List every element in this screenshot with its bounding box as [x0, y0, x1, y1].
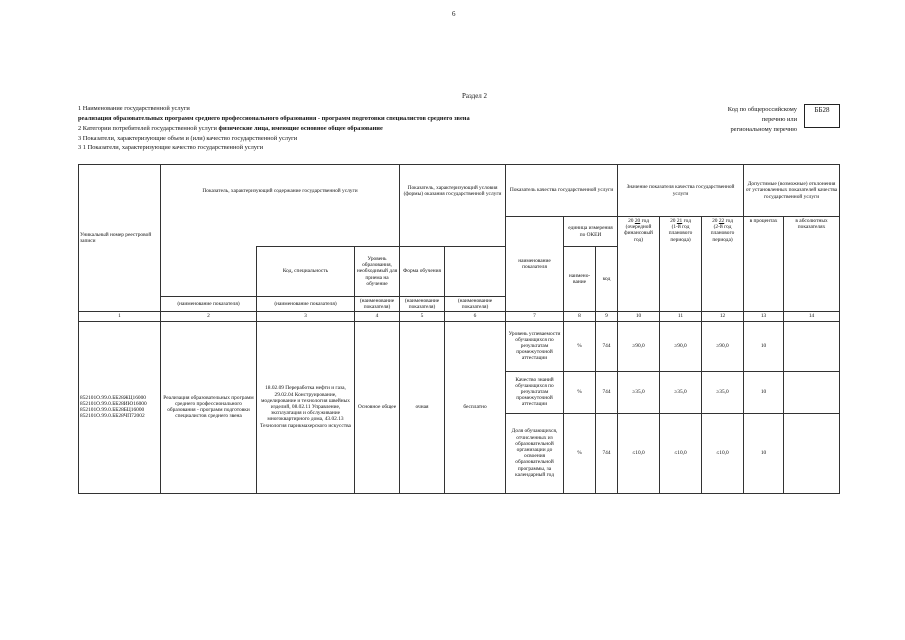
registry-code-value: ББ28	[814, 106, 830, 114]
indicator-deviation-abs	[784, 371, 840, 413]
header-unit: единица измерения по ОКЕИ	[564, 217, 618, 247]
indicator-code: 744	[596, 413, 618, 493]
education-level: Основное общее	[355, 321, 400, 493]
col-num: 6	[445, 312, 506, 321]
quality-indicators-label: 3 1 Показатели, характеризующие качество государственной услуги	[78, 144, 264, 151]
year2-value: 21	[676, 218, 683, 224]
indicator-unit: %	[564, 371, 596, 413]
column-numbers-row	[79, 312, 840, 321]
header-unique-number: Уникальный номер реестровой записи	[79, 165, 161, 312]
program-name: Реализация образовательных программ среднего профессионального образования - программ подготовки специалистов среднего звена	[161, 321, 257, 493]
indicator-deviation: 10	[744, 413, 784, 493]
indicator-value-y3: ≤10,0	[702, 413, 744, 493]
section-title: Раздел 2	[462, 92, 488, 100]
header-quality-name: наименование показателя	[506, 217, 564, 312]
col-num: 13	[744, 312, 784, 321]
year1-value: 20	[634, 218, 641, 224]
year2-suffix: год	[683, 218, 691, 224]
col-num: 1	[79, 312, 161, 321]
quality-indicators-table	[78, 164, 840, 494]
year2-desc: (1-й год планового периода)	[668, 224, 693, 243]
col-num: 14	[784, 312, 840, 321]
header-conditions-blank	[400, 217, 506, 247]
consumer-category-value: физические лица, имеющие основное общее образование	[218, 125, 383, 132]
indicator-name: Доля обучающихся, отчисленных из образовательной организации до освоения образовательной программы, за календарный год	[506, 413, 564, 493]
header-year-1	[618, 217, 660, 312]
page-number: 6	[452, 10, 456, 18]
name-indicator-2: (наименование показателя)	[257, 297, 355, 312]
header-quality-values: Значение показателя качества государственной услуги	[618, 165, 744, 217]
indicator-deviation: 10	[744, 321, 784, 371]
indicator-code: 744	[596, 321, 618, 371]
year1-prefix: 20	[628, 218, 634, 224]
header-deviation: Допустимые (возможные) отклонения от установленных показателей качества государственной услуги	[744, 165, 840, 217]
col-num: 11	[660, 312, 702, 321]
year1-suffix: год	[641, 218, 649, 224]
header-unit-name: наимено-вание	[564, 247, 596, 312]
col-num: 3	[257, 312, 355, 321]
col-num: 2	[161, 312, 257, 321]
name-indicator-1: (наименование показателя)	[161, 297, 257, 312]
col-num: 12	[702, 312, 744, 321]
indicator-deviation-abs	[784, 413, 840, 493]
col-num: 9	[596, 312, 618, 321]
header-content-1-blank	[161, 247, 257, 297]
indicator-unit: %	[564, 413, 596, 493]
consumer-category	[78, 126, 383, 132]
header-content-blank	[161, 217, 400, 247]
indicator-value-y1: ≥35,0	[618, 371, 660, 413]
header-year-3	[702, 217, 744, 312]
name-indicator-4: (наименование показателя)	[400, 297, 445, 312]
paid-status: бесплатно	[445, 321, 506, 493]
col-num: 5	[400, 312, 445, 321]
year3-suffix: год	[725, 218, 733, 224]
service-name-value	[78, 116, 470, 122]
name-indicator-3: (наименование показателя)	[355, 297, 400, 312]
header-quality-indicator: Показатель качества государственной услуги	[506, 165, 618, 217]
header-dev-absolute: в абсолютных показателях	[784, 217, 840, 312]
header-cond-2-blank	[445, 247, 506, 297]
indicator-value-y1: ≥90,0	[618, 321, 660, 371]
header-unit-code: код	[596, 247, 618, 312]
indicator-value-y2: ≥35,0	[660, 371, 702, 413]
indicator-value-y1: ≤10,0	[618, 413, 660, 493]
indicator-value-y2: ≤10,0	[660, 413, 702, 493]
service-name-label: 1 Наименование государственной услуги	[78, 105, 190, 112]
study-form: очная	[400, 321, 445, 493]
registry-numbers: 852101О.99.0.ББ28ЖЦ16000 852101О.99.0.ББ28ИЮ16000 852101О.99.0.ББ28БЦ16000 852101О.99.0.ББ28ЧП72002	[79, 321, 161, 493]
year2-prefix: 20	[670, 218, 676, 224]
header-form: Форма обучения	[400, 247, 445, 297]
indicator-value-y2: ≥90,0	[660, 321, 702, 371]
year3-value: 22	[718, 218, 725, 224]
code-label-line3: региональному перечню	[730, 126, 797, 133]
year3-prefix: 20	[712, 218, 718, 224]
indicator-name: Качество знаний обучающихся по результатам промежуточной аттестации	[506, 371, 564, 413]
col-num: 8	[564, 312, 596, 321]
registry-code-box	[804, 104, 840, 128]
indicator-value-y3: ≥35,0	[702, 371, 744, 413]
service-name-text: реализация образовательных программ среднего профессионального образования - программ подготовки специалистов среднего звена	[78, 115, 470, 122]
indicator-unit: %	[564, 321, 596, 371]
indicator-value-y3: ≥90,0	[702, 321, 744, 371]
header-year-2	[660, 217, 702, 312]
code-label-line1: Код по общероссийскому	[727, 106, 797, 113]
consumer-category-label: 2 Категории потребителей государственной услуги	[78, 125, 219, 132]
indicator-deviation-abs	[784, 321, 840, 371]
year3-desc: (2-й год планового периода)	[710, 224, 735, 243]
name-indicator-5: (наименование показателя)	[445, 297, 506, 312]
code-label-line2: перечню или	[761, 116, 797, 123]
header-conditions-indicator: Показатель, характеризующий условия (формы) оказания государственной услуги	[400, 165, 506, 217]
year1-desc: (очередной финансовый год)	[624, 224, 653, 243]
indicator-code: 744	[596, 371, 618, 413]
col-num: 7	[506, 312, 564, 321]
header-specialty: Код, специальность	[257, 247, 355, 297]
header-edu-level: Уровень образования, необходимый для приема на обучение	[355, 247, 400, 297]
specialties: 18.02.09 Переработка нефти и газа, 29.02.04 Конструирование, моделирование и технология швейных изделий, 08.02.11 Управление, эксплуатация и обслуживание многоквартирного дома, 43.02.13 Технология парикмахерского искусства	[257, 321, 355, 493]
col-num: 4	[355, 312, 400, 321]
header-content-indicator: Показатель, характеризующий содержание государственной услуги	[161, 165, 400, 217]
indicators-label: 3 Показатели, характеризующие объем и (или) качество государственной услуги	[78, 135, 298, 142]
col-num: 10	[618, 312, 660, 321]
indicator-name: Уровень успеваемости обучающихся по результатам промежуточной аттестации	[506, 321, 564, 371]
indicator-deviation: 10	[744, 371, 784, 413]
table-row	[79, 321, 840, 371]
header-dev-percent: в процентах	[744, 217, 784, 312]
